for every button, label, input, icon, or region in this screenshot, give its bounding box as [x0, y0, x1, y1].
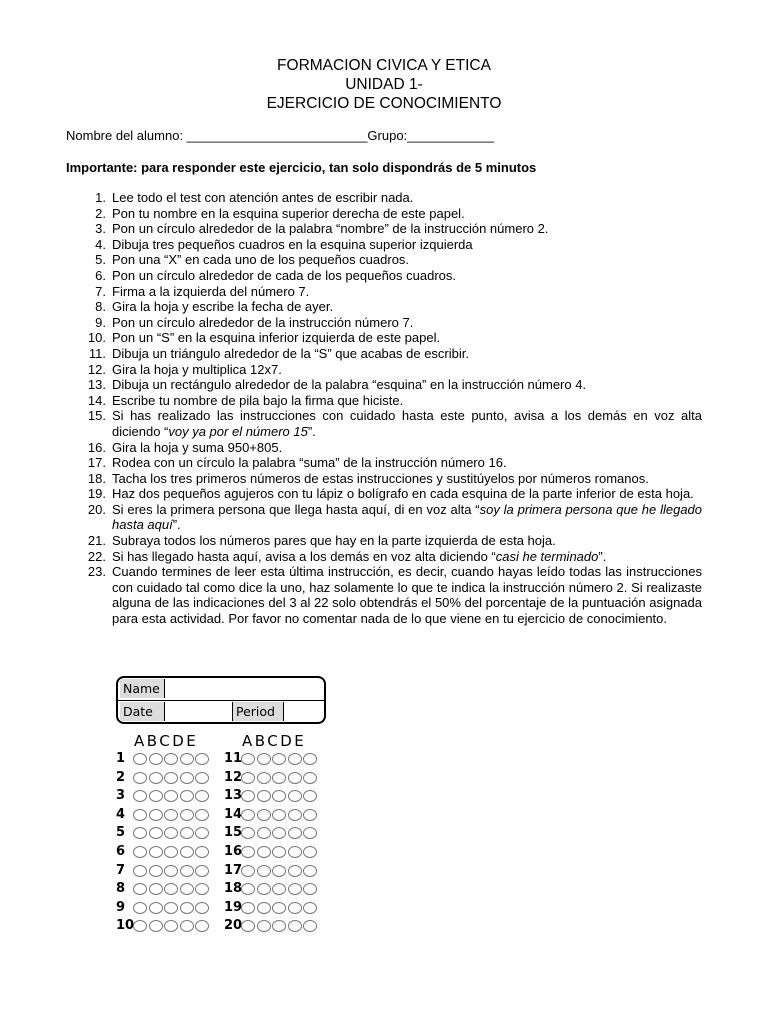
instruction-quote: soy la primera persona que he llegado hasta aquí	[112, 501, 703, 533]
answer-bubble[interactable]	[272, 902, 286, 914]
answer-bubble[interactable]	[257, 753, 271, 765]
answer-bubble[interactable]	[149, 846, 163, 858]
instruction-list	[66, 190, 702, 627]
answer-bubble[interactable]	[288, 827, 302, 839]
answer-bubble[interactable]	[164, 920, 178, 932]
answer-bubble[interactable]	[149, 883, 163, 895]
answer-row	[224, 769, 334, 787]
instruction-item	[66, 221, 702, 237]
instruction-text: Tacha los tres primeros números de estas instrucciones y sustitúyelos por números romanos.	[112, 470, 649, 486]
question-number: 3	[116, 788, 126, 804]
question-number: 2	[116, 769, 126, 785]
instruction-text: Pon una “X” en cada uno de los pequeños cuadros.	[112, 252, 410, 268]
answer-row	[224, 899, 334, 917]
date-label: Date	[120, 702, 165, 721]
answer-bubble[interactable]	[133, 827, 147, 839]
answer-bubble[interactable]	[180, 920, 194, 932]
answer-bubble[interactable]	[257, 827, 271, 839]
answer-bubble[interactable]	[149, 772, 163, 784]
title-line-2: UNIDAD 1-	[345, 76, 423, 93]
answer-bubble[interactable]	[195, 883, 209, 895]
answer-bubble[interactable]	[241, 920, 255, 932]
instruction-number: 8.	[95, 299, 106, 315]
instruction-text: Subraya todos los números pares que hay en la parte izquierda de esta hoja.	[112, 533, 556, 549]
answer-bubble[interactable]	[288, 772, 302, 784]
answer-bubble[interactable]	[288, 865, 302, 877]
instruction-item	[66, 190, 702, 206]
instruction-number: 4.	[95, 236, 106, 252]
instruction-text: Gira la hoja y escribe la fecha de ayer.	[112, 299, 334, 315]
answer-bubble[interactable]	[195, 790, 209, 802]
answer-row	[224, 824, 334, 842]
answer-bubble[interactable]	[149, 920, 163, 932]
answer-bubble[interactable]	[180, 772, 194, 784]
instruction-text: Rodea con un círculo la palabra “suma” de la instrucción número 16.	[112, 455, 507, 471]
instruction-text: Dibuja tres pequeños cuadros en la esquina superior izquierda	[112, 236, 473, 252]
instruction-number: 9.	[95, 314, 106, 330]
instruction-item	[66, 284, 702, 300]
instruction-text: Dibuja un rectángulo alrededor de la palabra “esquina” en la instrucción número 4.	[112, 377, 587, 393]
answer-bubble[interactable]	[164, 753, 178, 765]
answer-row	[116, 750, 226, 768]
answer-bubble[interactable]	[303, 865, 317, 877]
question-number: 5	[116, 825, 126, 841]
answer-bubble[interactable]	[164, 790, 178, 802]
instruction-text: Si eres la primera persona que llega hasta aquí, di en voz alta “	[112, 501, 480, 517]
answer-row	[116, 880, 226, 898]
instruction-text: Si has llegado hasta aquí, avisa a los demás en voz alta diciendo “	[112, 548, 496, 564]
answer-bubble[interactable]	[195, 902, 209, 914]
answer-bubble[interactable]	[149, 790, 163, 802]
instruction-item	[66, 299, 702, 315]
answer-bubble[interactable]	[195, 920, 209, 932]
answer-bubble[interactable]	[288, 809, 302, 821]
answer-bubble[interactable]	[272, 772, 286, 784]
answer-row	[116, 806, 226, 824]
instruction-text: Escribe tu nombre de pila bajo la firma que hiciste.	[112, 392, 404, 408]
answer-row	[116, 824, 226, 842]
instruction-item	[66, 237, 702, 253]
answer-bubble[interactable]	[241, 846, 255, 858]
question-number: 7	[116, 862, 126, 878]
answer-bubble[interactable]	[133, 883, 147, 895]
instruction-tail: ”.	[172, 517, 181, 533]
instruction-number: 15.	[87, 408, 106, 424]
answer-bubble[interactable]	[164, 865, 178, 877]
instruction-number: 10.	[87, 330, 106, 346]
instruction-text: Pon un círculo alrededor de la instrucción número 7.	[112, 314, 414, 330]
question-number: 19	[224, 899, 243, 915]
answer-bubble[interactable]	[257, 790, 271, 802]
answer-bubble[interactable]	[241, 827, 255, 839]
choice-letters: ABCDE	[134, 732, 199, 750]
instruction-number: 1.	[95, 190, 106, 205]
answer-bubble[interactable]	[288, 753, 302, 765]
instruction-number: 19.	[87, 486, 106, 502]
answer-bubble[interactable]	[303, 920, 317, 932]
answer-bubble[interactable]	[180, 753, 194, 765]
answer-bubble[interactable]	[303, 753, 317, 765]
answer-bubble[interactable]	[164, 846, 178, 858]
answer-bubble[interactable]	[303, 772, 317, 784]
answer-bubble[interactable]	[272, 846, 286, 858]
instruction-text: Pon un círculo alrededor de la palabra “nombre” de la instrucción número 2.	[112, 221, 549, 237]
choice-letters: ABCDE	[242, 732, 307, 750]
instruction-text: Cuando termines de leer esta última instrucción, es decir, cuando hayas leído todas las instrucciones con cuidado tal como dice la uno, haz solamente lo que te indica la instrucción número 2. Si realizaste alguna de las indicaciones del 3 al 22 solo obtendrás el 50% del porcentaje de la puntuación asignada para esta actividad. Por favor no comentar nada de lo que viene en tu ejercicio de conocimiento.	[112, 564, 702, 627]
answer-bubble[interactable]	[195, 753, 209, 765]
instruction-item	[66, 408, 702, 439]
answer-bubble[interactable]	[149, 902, 163, 914]
question-number: 12	[224, 769, 243, 785]
answer-row	[116, 787, 226, 805]
answer-bubble[interactable]	[272, 753, 286, 765]
answer-sheet-header-box	[116, 676, 326, 724]
answer-bubble[interactable]	[257, 772, 271, 784]
instruction-tail: ”.	[598, 548, 607, 564]
instruction-text: Pon tu nombre en la esquina superior derecha de este papel.	[112, 205, 465, 221]
instruction-text: Si has realizado las instrucciones con cuidado hasta este punto, avisa a los demás en voz alta diciendo “	[112, 408, 702, 439]
instruction-number: 13.	[87, 377, 106, 393]
answer-bubble[interactable]	[133, 902, 147, 914]
answer-bubble[interactable]	[303, 827, 317, 839]
instruction-quote: casi he terminado	[495, 548, 599, 564]
answer-row	[224, 806, 334, 824]
answer-bubble[interactable]	[288, 846, 302, 858]
answer-bubble[interactable]	[195, 809, 209, 821]
student-name-group-line: Nombre del alumno: _________________________Grupo:____________	[66, 128, 494, 143]
answer-bubble[interactable]	[195, 846, 209, 858]
answer-bubble[interactable]	[303, 902, 317, 914]
answer-bubble[interactable]	[180, 827, 194, 839]
instruction-number: 16.	[87, 439, 106, 455]
answer-bubble[interactable]	[133, 772, 147, 784]
instruction-number: 3.	[95, 221, 106, 237]
answer-row	[224, 917, 334, 935]
instruction-number: 17.	[87, 455, 106, 471]
bubble-group	[241, 920, 319, 938]
answer-bubble[interactable]	[149, 827, 163, 839]
answer-bubble[interactable]	[180, 902, 194, 914]
instruction-number: 18.	[87, 470, 106, 486]
answer-bubble[interactable]	[149, 809, 163, 821]
answer-row	[224, 843, 334, 861]
question-number: 9	[116, 899, 126, 915]
instruction-item	[66, 315, 702, 331]
instruction-number: 6.	[95, 267, 106, 283]
answer-row	[116, 899, 226, 917]
instruction-text: Pon un círculo alrededor de cada de los pequeños cuadros.	[112, 267, 457, 283]
answer-bubble[interactable]	[303, 809, 317, 821]
instruction-text: Firma a la izquierda del número 7.	[112, 283, 310, 299]
important-note: Importante: para responder este ejercicio, tan solo dispondrás de 5 minutos	[66, 160, 537, 175]
question-number: 17	[224, 862, 243, 878]
instruction-item	[66, 455, 702, 471]
question-number: 1	[116, 751, 126, 766]
answer-bubble[interactable]	[180, 865, 194, 877]
answer-bubble[interactable]	[133, 865, 147, 877]
instruction-text: Haz dos pequeños agujeros con tu lápiz o bolígrafo en cada esquina de la parte inferior de esta hoja.	[112, 486, 694, 502]
answer-bubble[interactable]	[195, 772, 209, 784]
answer-bubble[interactable]	[241, 865, 255, 877]
instruction-quote: voy ya por el número 15	[168, 423, 308, 439]
question-number: 15	[224, 825, 243, 841]
question-number: 8	[116, 881, 126, 897]
answer-bubble[interactable]	[133, 753, 147, 765]
instruction-number: 11.	[88, 345, 106, 361]
answer-row	[224, 787, 334, 805]
instruction-item	[66, 564, 702, 626]
answer-bubble[interactable]	[288, 883, 302, 895]
instruction-number: 23.	[87, 564, 106, 580]
instruction-number: 21.	[87, 533, 106, 549]
instruction-item	[66, 252, 702, 268]
name-label: Name	[120, 679, 165, 698]
answer-row	[224, 862, 334, 880]
answer-bubble[interactable]	[272, 827, 286, 839]
instruction-number: 7.	[95, 283, 106, 299]
instruction-item	[66, 533, 702, 549]
answer-bubble[interactable]	[241, 790, 255, 802]
bubble-group	[133, 920, 211, 938]
instruction-number: 2.	[95, 205, 106, 221]
instruction-text: Pon un “S” en la esquina inferior izquierda de este papel.	[112, 330, 441, 346]
instruction-item	[66, 330, 702, 346]
instruction-tail: ”.	[307, 423, 316, 439]
answer-bubble[interactable]	[257, 883, 271, 895]
answer-bubble[interactable]	[180, 809, 194, 821]
answer-bubble[interactable]	[149, 753, 163, 765]
answer-bubble[interactable]	[288, 902, 302, 914]
answer-bubble[interactable]	[272, 865, 286, 877]
answer-bubble[interactable]	[133, 809, 147, 821]
answer-row	[116, 843, 226, 861]
instruction-item	[66, 377, 702, 393]
instruction-text: Lee todo el test con atención antes de escribir nada.	[112, 190, 414, 205]
answer-bubble[interactable]	[164, 809, 178, 821]
answer-bubble[interactable]	[272, 809, 286, 821]
answer-bubble[interactable]	[180, 846, 194, 858]
instruction-item	[66, 346, 702, 362]
answer-bubble[interactable]	[303, 883, 317, 895]
answer-bubble[interactable]	[241, 883, 255, 895]
answer-bubble[interactable]	[272, 790, 286, 802]
instruction-item	[66, 206, 702, 222]
answer-bubble[interactable]	[303, 790, 317, 802]
question-number: 6	[116, 844, 126, 859]
instruction-text: Gira la hoja y suma 950+805.	[112, 439, 283, 455]
instruction-item	[66, 549, 702, 565]
answer-bubble[interactable]	[164, 883, 178, 895]
answer-bubble[interactable]	[257, 865, 271, 877]
instruction-item	[66, 268, 702, 284]
title-line-1: FORMACION CIVICA Y ETICA	[277, 57, 491, 74]
answer-bubble[interactable]	[241, 772, 255, 784]
answer-bubble[interactable]	[241, 753, 255, 765]
instruction-item	[66, 486, 702, 502]
instruction-item	[66, 393, 702, 409]
answer-bubble[interactable]	[272, 920, 286, 932]
answer-bubble[interactable]	[149, 865, 163, 877]
instruction-text: Gira la hoja y multiplica 12x7.	[112, 361, 282, 377]
period-label: Period	[232, 702, 284, 721]
instruction-item	[66, 471, 702, 487]
instruction-number: 5.	[95, 252, 106, 268]
answer-bubble[interactable]	[195, 827, 209, 839]
answer-bubble[interactable]	[180, 883, 194, 895]
question-number: 11	[224, 751, 243, 766]
answer-row	[116, 917, 226, 935]
answer-bubble[interactable]	[195, 865, 209, 877]
answer-bubble[interactable]	[288, 790, 302, 802]
answer-bubble[interactable]	[241, 809, 255, 821]
title-line-3: EJERCICIO DE CONOCIMIENTO	[266, 95, 502, 112]
answer-bubble[interactable]	[303, 846, 317, 858]
instruction-number: 22.	[87, 548, 106, 564]
question-number: 14	[224, 806, 243, 822]
answer-bubble[interactable]	[257, 809, 271, 821]
instruction-item	[66, 362, 702, 378]
instruction-item	[66, 440, 702, 456]
document-title	[0, 56, 768, 113]
answer-bubble[interactable]	[133, 920, 147, 932]
instruction-number: 12.	[87, 361, 106, 377]
instruction-number: 14.	[87, 392, 106, 408]
question-number: 4	[116, 806, 126, 822]
question-number: 13	[224, 788, 243, 804]
answer-bubble[interactable]	[133, 790, 147, 802]
answer-bubble[interactable]	[288, 920, 302, 932]
answer-row	[224, 880, 334, 898]
answer-bubble[interactable]	[164, 772, 178, 784]
instruction-text: Dibuja un triángulo alrededor de la “S” que acabas de escribir.	[112, 345, 469, 361]
answer-bubble[interactable]	[164, 827, 178, 839]
question-number: 18	[224, 881, 243, 897]
answer-bubble[interactable]	[257, 920, 271, 932]
answer-bubble[interactable]	[180, 790, 194, 802]
answer-bubble[interactable]	[257, 846, 271, 858]
question-number: 16	[224, 844, 243, 859]
question-number: 10	[116, 918, 135, 934]
answer-bubble[interactable]	[241, 902, 255, 914]
answer-row	[116, 862, 226, 880]
question-number: 20	[224, 918, 243, 934]
answer-bubble[interactable]	[257, 902, 271, 914]
instruction-number: 20.	[87, 501, 106, 517]
answer-row	[224, 750, 334, 768]
answer-bubble[interactable]	[164, 902, 178, 914]
instruction-item	[66, 502, 702, 533]
answer-bubble[interactable]	[133, 846, 147, 858]
answer-bubble[interactable]	[272, 883, 286, 895]
answer-row	[116, 769, 226, 787]
